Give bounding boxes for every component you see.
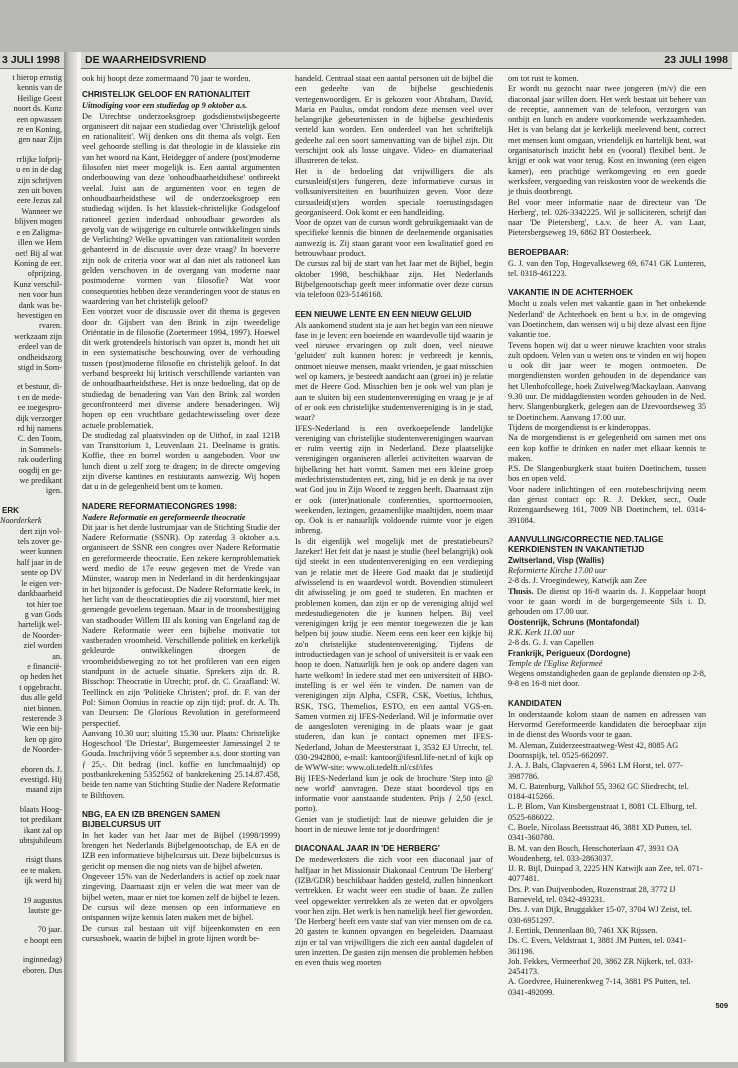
text-line: igen. bbox=[45, 486, 62, 496]
text-line: g van Gods bbox=[24, 609, 62, 619]
page-number: 509 bbox=[715, 1001, 728, 1010]
paragraph: Er wordt nu gezocht naar twee jongeren (m/v) die een diaconaal jaar willen doen. Het werk bestaat uit beheer van de receptie, aannemen van de telefoon, verzorgen van ontbijt en lunch en andere voorkomende werkzaamheden. Het is van belang dat je kerkelijk meelevend bent, correct met mensen kunt omgaan, vriendelijk en hartelijk bent, wat organisatorisch inzicht hebt en (vooral) flexibel bent. Je krijgt er ook wat voor terug. Kost en inwoning (een eigen kamer), een prachtige werkomgeving en een goede werksfeer, vergoeding van reiskosten voor de weekends die je thuis doorbrengt. bbox=[508, 84, 706, 197]
text-line: sente op DV bbox=[21, 568, 62, 578]
candidate-entry: C. Boele, Nicolaas Beetsstraat 46, 3881 XD Putten, tel. 0341-360780. bbox=[508, 823, 692, 843]
left-page-strip bbox=[0, 52, 64, 1062]
candidate-entry: J. A. J. Bals, Clapvaeren 4, 5961 LM Horst, tel. 077-3987786. bbox=[508, 761, 683, 781]
text-line: u en in de dag bbox=[16, 165, 62, 175]
text-line: blijven mogen bbox=[14, 217, 62, 227]
text-line: eere Jezus zal bbox=[17, 196, 62, 206]
text-line: dijk verzorger bbox=[16, 413, 62, 423]
paragraph: Ongeveer 15% van de Nederlanders is actief op zoek naar zingeving. Daarnaast zijn er velen die wat meer van de bijbel weten, maar er niet toe komen zelf de bijbel te lezen. De cursus wil deze mensen op een informatieve en ontspannen wijze kennis laten maken met de bijbel. bbox=[82, 872, 280, 923]
candidate-entry: L. P. Blom, Van Kinsbergenstraat 1, 8081 CL Elburg, tel. 0525-686022. bbox=[508, 802, 697, 822]
article-title: DIACONAAL JAAR IN 'DE HERBERG' bbox=[295, 844, 440, 854]
text-line: kennis van de bbox=[16, 83, 62, 93]
line-gap bbox=[0, 846, 62, 855]
paragraph: Voor nadere inlichtingen of een routebeschrijving neem dan gerust contact op: R. J. Dekker, secr., Oude Rozengaardseweg 161, 7009 NB Doetinchem, tel. 0314-391084. bbox=[508, 484, 706, 525]
paragraph: Geniet van je studietijd: laat de nieuwe geluiden die je hoort in de nieuwe lente tot je doordringen! bbox=[295, 814, 493, 835]
page-gutter bbox=[64, 52, 77, 1062]
text-line: weer kunnen bbox=[19, 547, 62, 557]
left-page-subheading: ERK bbox=[2, 505, 19, 515]
article-subtitle: Nadere Reformatie en gereformeerde theocratie bbox=[82, 512, 246, 522]
column-1 bbox=[82, 74, 280, 944]
service-location: Zwitserland, Visp (Wallis) bbox=[508, 555, 605, 565]
article-title: NADERE REFORMATIECONGRES 1998: bbox=[82, 501, 237, 511]
running-header bbox=[81, 52, 732, 69]
paragraph: De medewerksters die zich voor een diaconaal jaar of halfjaar in het Missionair Diakonaal Centrum 'De Herberg' (IZB/GDR) beschikbaar hadden gesteld, zullen binnenkort vertrekken. Er wacht weer een studie of baan. Ze zullen veel opgewekter vertrekken als ze weten dat er opvolgers voor hen zijn. Het werk is ben namelijk heel fier geworden. bbox=[295, 855, 493, 916]
article-title: KANDIDATEN bbox=[508, 698, 562, 708]
service-note: Thusis. De dienst op 16-8 waarin ds. J. Koppelaar hoopt voor te gaan wordt in de burgergemeente Sils i. D. gehouden om 17.00 uur. bbox=[508, 586, 707, 617]
candidate-entry: M. C. Batenburg, Valkhof 55, 3362 GC Sliedrecht, tel. 0184-415266. bbox=[508, 781, 689, 802]
paragraph: Bij IFES-Nederland kun je ook de brochure 'Step into @ new world' aanvragen. Deze staat boordevol tips en informatie voor aanstaande studenten. Prijs ƒ 2,50 (excl. porto). bbox=[295, 773, 493, 814]
line-gap bbox=[0, 373, 62, 382]
column-3 bbox=[508, 74, 706, 998]
paragraph: Tijdens de morgendienst is er kinderoppas. bbox=[508, 422, 651, 432]
text-line: rd hij namens bbox=[17, 424, 62, 433]
text-line: bevestigen en bbox=[17, 310, 62, 320]
text-line: zen uit boven bbox=[17, 186, 62, 196]
text-line: half jaar in de bbox=[16, 557, 62, 567]
text-line: nen voor hun bbox=[18, 290, 62, 300]
text-line: de Noorder- bbox=[22, 630, 62, 640]
article-title: NBG, EA EN IZB BRENGEN SAMEN BIJBELCURSUS UIT bbox=[82, 809, 220, 829]
candidate-entry: Drs. J. van Dijk, Bruggakker 15-07, 3704 WJ Zeist, tel. 030-6951297. bbox=[508, 905, 692, 925]
text-line: t en de mede- bbox=[17, 392, 62, 402]
text-line: tot predikant bbox=[20, 815, 62, 825]
text-line: 70 jaar. bbox=[37, 925, 62, 935]
text-line: ubtsjubileum bbox=[19, 836, 62, 846]
text-line: blaats Hoog- bbox=[19, 804, 62, 814]
service-detail: 2-8 ds. G. J. van Capellen bbox=[508, 638, 594, 648]
text-line: resterende 3 bbox=[22, 713, 62, 723]
text-line: ken op giro bbox=[24, 734, 62, 744]
line-gap bbox=[0, 497, 62, 506]
paragraph: De Utrechtse onderzoeksgroep godsdienstwijsbegeerte organiseert dit najaar een studiedag over 'Christelijk geloof en rationaliteit'. Wij denken ons dit thema als volgt. Een veel gehoorde stelling is dat theologie in de klassieke zin van het woord na Kant, Heidegger of andere (post)moderne filosofen niet meer mogelijk is. Een aantal argumenten onderbouwing van deze 'onhoudbaarheidsthese' ontbreekt veelal. Juist aan de argumenten voor en tegen de onhoudbaarheidsthese wil de onderzoeksgroep een studiedag wijden. Is het klassiek-christelijke Godsgeloof rationeel gezien inderdaad onhoudbaar geworden als gevolg van de wijsgerige en culturele ontwikkelingen sinds de Verlichting? Welke opvattingen van rationaliteit worden gehanteerd in de discussie over deze vraag? In hoeverre zijn ook de criteria voor wat al dan niet als rationeel kan gelden verschoven in de overgang van moderne naar postmoderne vormen van filosofie? Wat voor consequenties hebben deze veranderingen voor de status en waardering van het christelijk geloof? bbox=[82, 111, 280, 306]
paragraph: Na de morgendienst is er gelegenheid om samen met ons een kop koffie te drinken en nader met elkaar kennis te maken. bbox=[508, 433, 706, 463]
text-line: e financië- bbox=[27, 661, 62, 671]
line-gap bbox=[0, 146, 62, 155]
newspaper-page bbox=[77, 52, 738, 1062]
article-title: CHRISTELIJK GELOOF EN RATIONALITEIT bbox=[82, 90, 251, 100]
text-line: dert zijn vol- bbox=[19, 526, 62, 536]
text-line: oogdij en ge- bbox=[18, 465, 62, 475]
text-line: een opwassen bbox=[16, 114, 62, 124]
text-line: rrlijke lofprij- bbox=[16, 154, 62, 164]
service-detail: 2-8 ds. J. Vroegindewey, Katwijk aan Zee bbox=[508, 576, 647, 586]
text-line: oet! Bij al wat bbox=[15, 248, 62, 258]
text-line: rvaren. bbox=[39, 321, 62, 331]
text-line: in Sommels- bbox=[20, 444, 62, 454]
text-line: ee te maken. bbox=[20, 865, 62, 875]
text-line: an. bbox=[52, 651, 62, 661]
text-line: risigt thans bbox=[25, 855, 62, 865]
text-line: ikant zal op bbox=[23, 825, 62, 835]
service-location: Frankrijk, Perigueux (Dordogne) bbox=[508, 648, 631, 658]
line-gap bbox=[0, 887, 62, 896]
text-line: werkzaam zijn bbox=[14, 331, 62, 341]
paragraph: Mocht u zoals velen met vakantie gaan in 'het onbekende Nederland' de Achterhoek en bent u b.v. in de omgeving van Doetinchem, dan wensen wij u bij deze alvast een fijne vakantie toe. bbox=[508, 299, 706, 340]
text-line: noort ds. Kunz bbox=[13, 104, 62, 114]
left-page-header: 3 JULI 1998 bbox=[0, 52, 64, 69]
paragraph: De cursus zal bestaan uit vijf bijeenkomsten en een cursusboek, waarin de bijbel in grote lijnen wordt be- bbox=[82, 923, 280, 943]
paragraph: Het is de bedoeling dat vrijwilligers die als cursusleid(st)ers fungeren, deze informatieve cursus in volksuniversiteiten en buurthuizen geven. Voor deze cursusleid(st)ers worden speciale toerustingsdagen georganiseerd. Ook komt er een handleiding. bbox=[295, 166, 493, 217]
text-line: tot hier toe bbox=[26, 599, 62, 609]
text-line: zijn schrijven bbox=[17, 175, 62, 185]
text-line: maand zijn bbox=[25, 785, 62, 795]
paragraph: Voor de opzet van de cursus wordt gebruikgemaakt van de specifieke kennis die binnen de deelnemende organisaties aanwezig is. Zij staan garant voor een kwalitatief goed en betrouwbaar product. bbox=[295, 218, 493, 259]
text-line: niet binnen. bbox=[23, 703, 62, 713]
service-location: Oostenrijk, Schruns (Montafondal) bbox=[508, 617, 640, 627]
service-detail: Wegens omstandigheden gaan de geplande diensten op 2-8, 9-8 en 16-8 niet door. bbox=[508, 669, 706, 689]
text-line: ofprijzing. bbox=[27, 269, 62, 279]
text-line: ziel worden bbox=[23, 641, 62, 651]
candidate-entry: Joh. Fekkes, Vermeerhof 20, 3862 ZR Nijkerk, tel. 033-2454173. bbox=[508, 956, 694, 977]
text-line: evestigd. Hij bbox=[20, 775, 62, 784]
column-2 bbox=[295, 74, 493, 969]
intro-text: ook hij hoopt deze zomermaand 70 jaar te worden. bbox=[82, 74, 251, 83]
text-line: dank was be- bbox=[18, 300, 62, 310]
paragraph: De cursus zal bij de start van het Jaar met de Bijbel, begin oktober 1998, beschikbaar zijn. Het Nederlands Bijbelgenootschap geeft meer informatie over deze cursus via telefoon 023-5146168. bbox=[295, 259, 493, 300]
article-subtitle: Uitnodiging voor een studiedag op 9 oktober a.s. bbox=[82, 101, 248, 111]
text-line: 19 augustus bbox=[23, 895, 62, 905]
service-venue: Temple de l'Eglise Reformeé bbox=[508, 658, 603, 668]
candidate-entry: Ds. C. Evers, Veldstraat 1, 3881 JM Putten, tel. 0341-361196. bbox=[508, 936, 686, 956]
candidate-entry: B. M. van den Bosch, Henschoterlaan 47, 3931 OA Woudenberg, tel. 033-2863037. bbox=[508, 843, 679, 863]
paragraph: De studiedag zal plaatsvinden op de Uithof, in zaal 121B van Transitorium 1, Leuvenlaan 21. Deelname is gratis. Koffie, thee en borrel worden u aangeboden. Voor uw lunch dient u zelf zorg te dragen; in de directe omgeving zijn diverse kantines en restaurants aanwezig. Wij hopen dat u in de gelegenheid bent om te komen. bbox=[82, 430, 280, 492]
text-line: le eigen ver- bbox=[21, 578, 62, 588]
candidate-entry: M. Aleman, Zuiderzeestraatweg-West 42, 8085 AG Doornspijk, tel. 0525-662097. bbox=[508, 740, 679, 760]
text-line: erdeel van de bbox=[18, 342, 62, 352]
text-line: ijk werd hij bbox=[24, 876, 62, 886]
text-line: ee toegespro- bbox=[18, 403, 62, 413]
paragraph: P.S. De Slangenburgkerk staat buiten Doetinchem, tussen bos en open veld. bbox=[508, 464, 706, 484]
issue-date: 23 JULI 1998 bbox=[664, 54, 728, 66]
paragraph: om tot rust te komen. bbox=[508, 74, 579, 83]
paragraph: Is dit eigenlijk wel mogelijk met de prestatiebeurs? Jazeker! Het feit dat je naast je studie (heel belangrijk) ook tijd steekt in een studentenvereniging en een verdieping van je relatie met de Heere God maakt dat je studietijd afwisselend is en waardevol wordt. Bovendien stimuleert dit afwisseling je om goed te studeren. En machten er problemen komen, dan zijn er op de vereniging altijd wel medestudiegenoten die je kunnen helpen. Bij veel verenigingen krijg je een mentor toegewezen die je kan helpen bij jouw studie. Neem eens een keer een kijkje bij zo'n christelijke studentenvereniging. Tijdens de introductiedagen van je school of universiteit is er vaak een hoop te doen. Natuurlijk ben je ook op andere dagen van harte welkom! In iedere stad met een universiteit of HBO-instelling is er wel één te vinden. De namen van de verenigingen zijn Alpha, CSFR, CSK, Voetius, Ichthus, RSK, TSG, Themelios, ESTO, en een aantal VGS-en. Samen vormen zij IFES-Nederland. Wil je informatie over de aangesloten vereniging in de plaats waar je gaat studeren, dan kun je contact opnemen met IFES-Nederland, Johan de Meesterstraat 1, 3532 EJ Utrecht, tel. 030-2942800, e-mail: kantoor@ifesnl.life-net.nl of kijk op de WWW-site: www.oli.tedelft.nl/csf/ifes bbox=[295, 536, 493, 773]
paragraph: Aanvang 10.30 uur; sluiting 15.30 uur. Plaats: Christelijke Hogeschool 'De Driestar', Burgemeester Jamessingel 2 te Gouda. Inschrijving vóór 5 september a.s. door storting van ƒ 25,-. Dit bedrag (incl. koffie en lunchmaaltijd) op postbankrekening 5352562 of bankrekening 25.14.87.458, beide ten name van Stichting Studie der Nadere Reformatie te Bilthoven. bbox=[82, 728, 280, 800]
line-gap bbox=[0, 796, 62, 805]
text-line: lautste ge- bbox=[28, 906, 62, 916]
text-line: tels zover ge- bbox=[17, 537, 62, 547]
paragraph: Tevens hopen wij dat u weer nieuwe krachten voor straks zult opdoen. Velen van u weten ons te vinden en wij hopen u ook dit jaar weer te mogen ontmoeten. De morgendiensten worden gehouden in de dependance van het Ulenhofcollege, hoek Zuivelweg/Mackaylaan. Aanvang 9.30 uur. De middagdiensten worden gehouden in de Ned. herv. Slangenburgkerk, gelegen aan de IJzevoordseweg 35 te Doetinchem. Aanvang 17.00 uur. bbox=[508, 340, 706, 422]
text-line: Wanneer we bbox=[21, 206, 62, 216]
text-line: ondheidszorg bbox=[18, 352, 62, 362]
text-line: Heilige Geest bbox=[17, 93, 62, 103]
service-venue: R.K. Kerk 11.00 uur bbox=[508, 627, 575, 637]
text-line: de Noorder- bbox=[22, 745, 62, 755]
text-line: illen we Hem bbox=[17, 238, 62, 248]
text-line: rak ouderling bbox=[18, 455, 62, 465]
text-line: eboren. Dus bbox=[22, 965, 62, 975]
text-line: Kunz verschil- bbox=[13, 279, 62, 289]
candidate-entry: J. Eertink, Dennenlaan 80, 7461 XK Rijssen. bbox=[508, 925, 658, 935]
text-line: hartelijk wel- bbox=[18, 620, 62, 630]
text-line: et bestuur, di- bbox=[17, 382, 62, 392]
text-line: e en Zaligma- bbox=[16, 227, 62, 237]
text-line: gen naar Zijn bbox=[18, 135, 62, 145]
service-location: Thusis. bbox=[508, 586, 534, 596]
line-gap bbox=[0, 756, 62, 765]
paragraph: 'De Herberg' heeft een vaste staf van vier mensen om de ca. 20 gasten te kunnen opvangen en begeleiden. Daarnaast zijn er tal van vrijwilligers die zich een aantal dagdelen of uren inzetten. De gasten zijn mensen die problemen hebben en even thuis weg moeten bbox=[295, 917, 493, 968]
left-page-subheading-italic: Noorderkerk bbox=[0, 516, 42, 526]
candidate-entry: A. Goedvree, Huinerenkweg 7-14, 3881 PS Putten, tel. 0341-492099. bbox=[508, 977, 691, 997]
text-line: inginnedag) bbox=[22, 955, 62, 965]
text-line: op heden het bbox=[20, 672, 62, 682]
paragraph: Bel voor meer informatie naar de directeur van 'De Herberg', tel. 026-3342225. Wil je solliciteren, schrijf dan naar 'De Pietersberg', t.a.v. de heer A. van Laar, Pietersbergseweg 19, 6862 BT Oosterbeek. bbox=[508, 197, 706, 238]
candidate-entry: IJ. R. Bijl, Duinpad 3, 2225 HN Katwijk aan Zee, tel. 071-4077481. bbox=[508, 864, 703, 884]
candidate-list bbox=[508, 741, 706, 998]
paragraph: Als aankomend student sta je aan het begin van een nieuwe fase in je leven: een boeiende en waardevolle tijd waarin je veel nieuwe ervaringen op zult doen, veel nieuwe 'geluiden' zult kunnen horen: je verbreedt je kennis, ontmoet nieuwe mensen, maakt vrienden, je gaat misschien wel op kamers, je besteedt aandacht aan (groei in) je relatie met de Heere God. Misschien ben je ook wel van plan je aan te sluiten bij een studentenvereniging en vraag je je af of er ook een christelijke studentenvereniging is in je stad, waar? bbox=[295, 320, 493, 423]
article-title: BEROEPBAAR: bbox=[508, 247, 569, 257]
article-title: VAKANTIE IN DE ACHTERHOEK bbox=[508, 288, 634, 298]
line-gap bbox=[0, 946, 62, 955]
text-line: e hoopt een bbox=[24, 935, 62, 945]
text-line: t opgebracht. bbox=[19, 682, 62, 692]
paragraph: Dit jaar is het derde lustrumjaar van de Stichting Studie der Nadere Reformatie (SSNR). Op zaterdag 3 oktober a.s. organiseert de SSNR een congres over Nadere Reformatie en gereformeerde theocratie. Een zekere kernproblematiek werd medio de 17e eeuw gegeven met de Vrede van Münster, waarop men in Nederland in dit herdenkingsjaar in het bijzonder is gefocust. De Nadere Reformatie keek, in het licht van de theocratieopties die zij voorstond, hier met gemengde gevoelens tegenaan. Maar in de troonsbestijging van stadhouder Willem III als koning van Engeland zag de Nadere Reformatie weer een bijbelse motivatie tot vastberaden vroomheid. Verschillende politiek en kerkelijk gekleurde ontwikkelingen droegen de vroomheidsbeweging zo tot het profileren van een eigen standpunt in de actuele situatie. Sprekers zijn dr. R. Bisschop: Theocratie in Utrecht; prof. dr. C. Graafland: W. Teellinck en zijn 'Politieke Christen'; prof. dr. F. van der Pol: Simon Oomius in reactie op zijn tijd; prof. dr. A. Th. van Deursen: De Glorious Revolution in gereformeerd perspectief. bbox=[82, 522, 280, 728]
paragraph: In onderstaande kolom staan de namen en adressen van Hervormd Gereformeerde kandidaten die beroepbaar zijn in de dienst des Woords voor te gaan. bbox=[508, 709, 706, 740]
article-title: EEN NIEUWE LENTE EN EEN NIEUW GELUID bbox=[295, 309, 472, 319]
text-line: dus alle geld bbox=[20, 693, 62, 703]
text-line: Koning de eer. bbox=[14, 258, 62, 268]
text-line: t hierop ernstig bbox=[12, 73, 62, 82]
paragraph: In het kader van het Jaar met de Bijbel (1998/1999) brengen het Nederlands Bijbelgenootschap, de EA en de IZB een informatieve bijbelcursus uit. Deze bijbelcursus is gericht op mensen die nog niets van de bijbel afweten. bbox=[82, 830, 280, 871]
left-page-text bbox=[0, 69, 64, 976]
paragraph: handeld. Centraal staat een aantal personen uit de bijbel die een gedeelte van de bijbelse geschiedenis vertegenwoordigen. Er is gekozen voor Abraham, David, Maria en Paulus, omdat rondom deze mensen veel over belangrijke gebeurtenissen in de bijbelse geschiedenis verteld kan worden. Een onderdeel van het schriftelijk gedeelte zal een soort samenvatting van de bijbel zijn. Dit verschijnt ook als losse uitgave. Video- en diamateriaal illustreren de tekst. bbox=[295, 74, 493, 166]
text-line: dankbaarheid bbox=[17, 589, 62, 599]
text-line: stigd in Som- bbox=[17, 362, 62, 372]
text-line: re en Koning, bbox=[17, 125, 62, 135]
paragraph: Een voorzet voor de discussie over dit thema is gegeven door dr. Gijsbert van den Brink in zijn tweedelige Oriëntatie in de filosofie (Zoetermeer 1994, 1997). Hoewel dit werk grotendeels historisch van opzet is, mondt het uit in een systematische beschouwing over de verhouding tussen (post)moderne filosofie en christelijk geloof. In dat verband bespreekt hij kritisch verschillende varianten van de onhoudbaarheidsthese. Het is onze bedoeling, dat op de studiedag de benadering van Van den Brink zal worden geconfronteerd met diverse andere benaderingen. Wij hopen op een vruchtbare gedachtewisseling over deze actuele problematiek. bbox=[82, 307, 280, 430]
candidate-entry: Drs. P. van Duijvenboden, Rozenstraat 28, 3772 IJ Barneveld, tel. 0342-493231. bbox=[508, 884, 676, 905]
line-gap bbox=[0, 916, 62, 925]
text-line: Wie een bij- bbox=[21, 724, 62, 734]
paragraph: IFES-Nederland is een overkoepelende landelijke vereniging van christelijke studentenverenigingen waarvan er ruim veertig zijn in Nederland. Deze plaatselijke verenigingen organiseren allerlei activiteiten waarvan de bijbelkring het hart vormt. Samen met een kleine groep medechristenstudenten eet, zing, bid je en denk je na over wat God jou in Zijn Woord te zeggen heeft. Daarnaast zijn er ook (inter)nationale conferenties, sporttoernooien, weekenden, lezingen, gezamenlijke maaltijden, noem maar op. Ook is er natuurlijk voldoende ruimte voor je eigen inbreng. bbox=[295, 423, 493, 536]
publication-title: DE WAARHEIDSVRIEND bbox=[85, 54, 207, 66]
text-line: eboren ds. J. bbox=[21, 764, 62, 774]
text-line: we predikant bbox=[19, 476, 62, 486]
service-venue: Reformierte Kirche 17.00 uur bbox=[508, 566, 607, 576]
text-line: C. den Toom, bbox=[17, 434, 62, 444]
article-title: AANVULLING/CORRECTIE NED.TALIGE KERKDIENSTEN IN VAKANTIETIJD bbox=[508, 534, 664, 554]
paragraph: G. J. van den Top, Hogevalkseweg 69, 6741 GK Lunteren, tel. 0318-461223. bbox=[508, 258, 706, 279]
